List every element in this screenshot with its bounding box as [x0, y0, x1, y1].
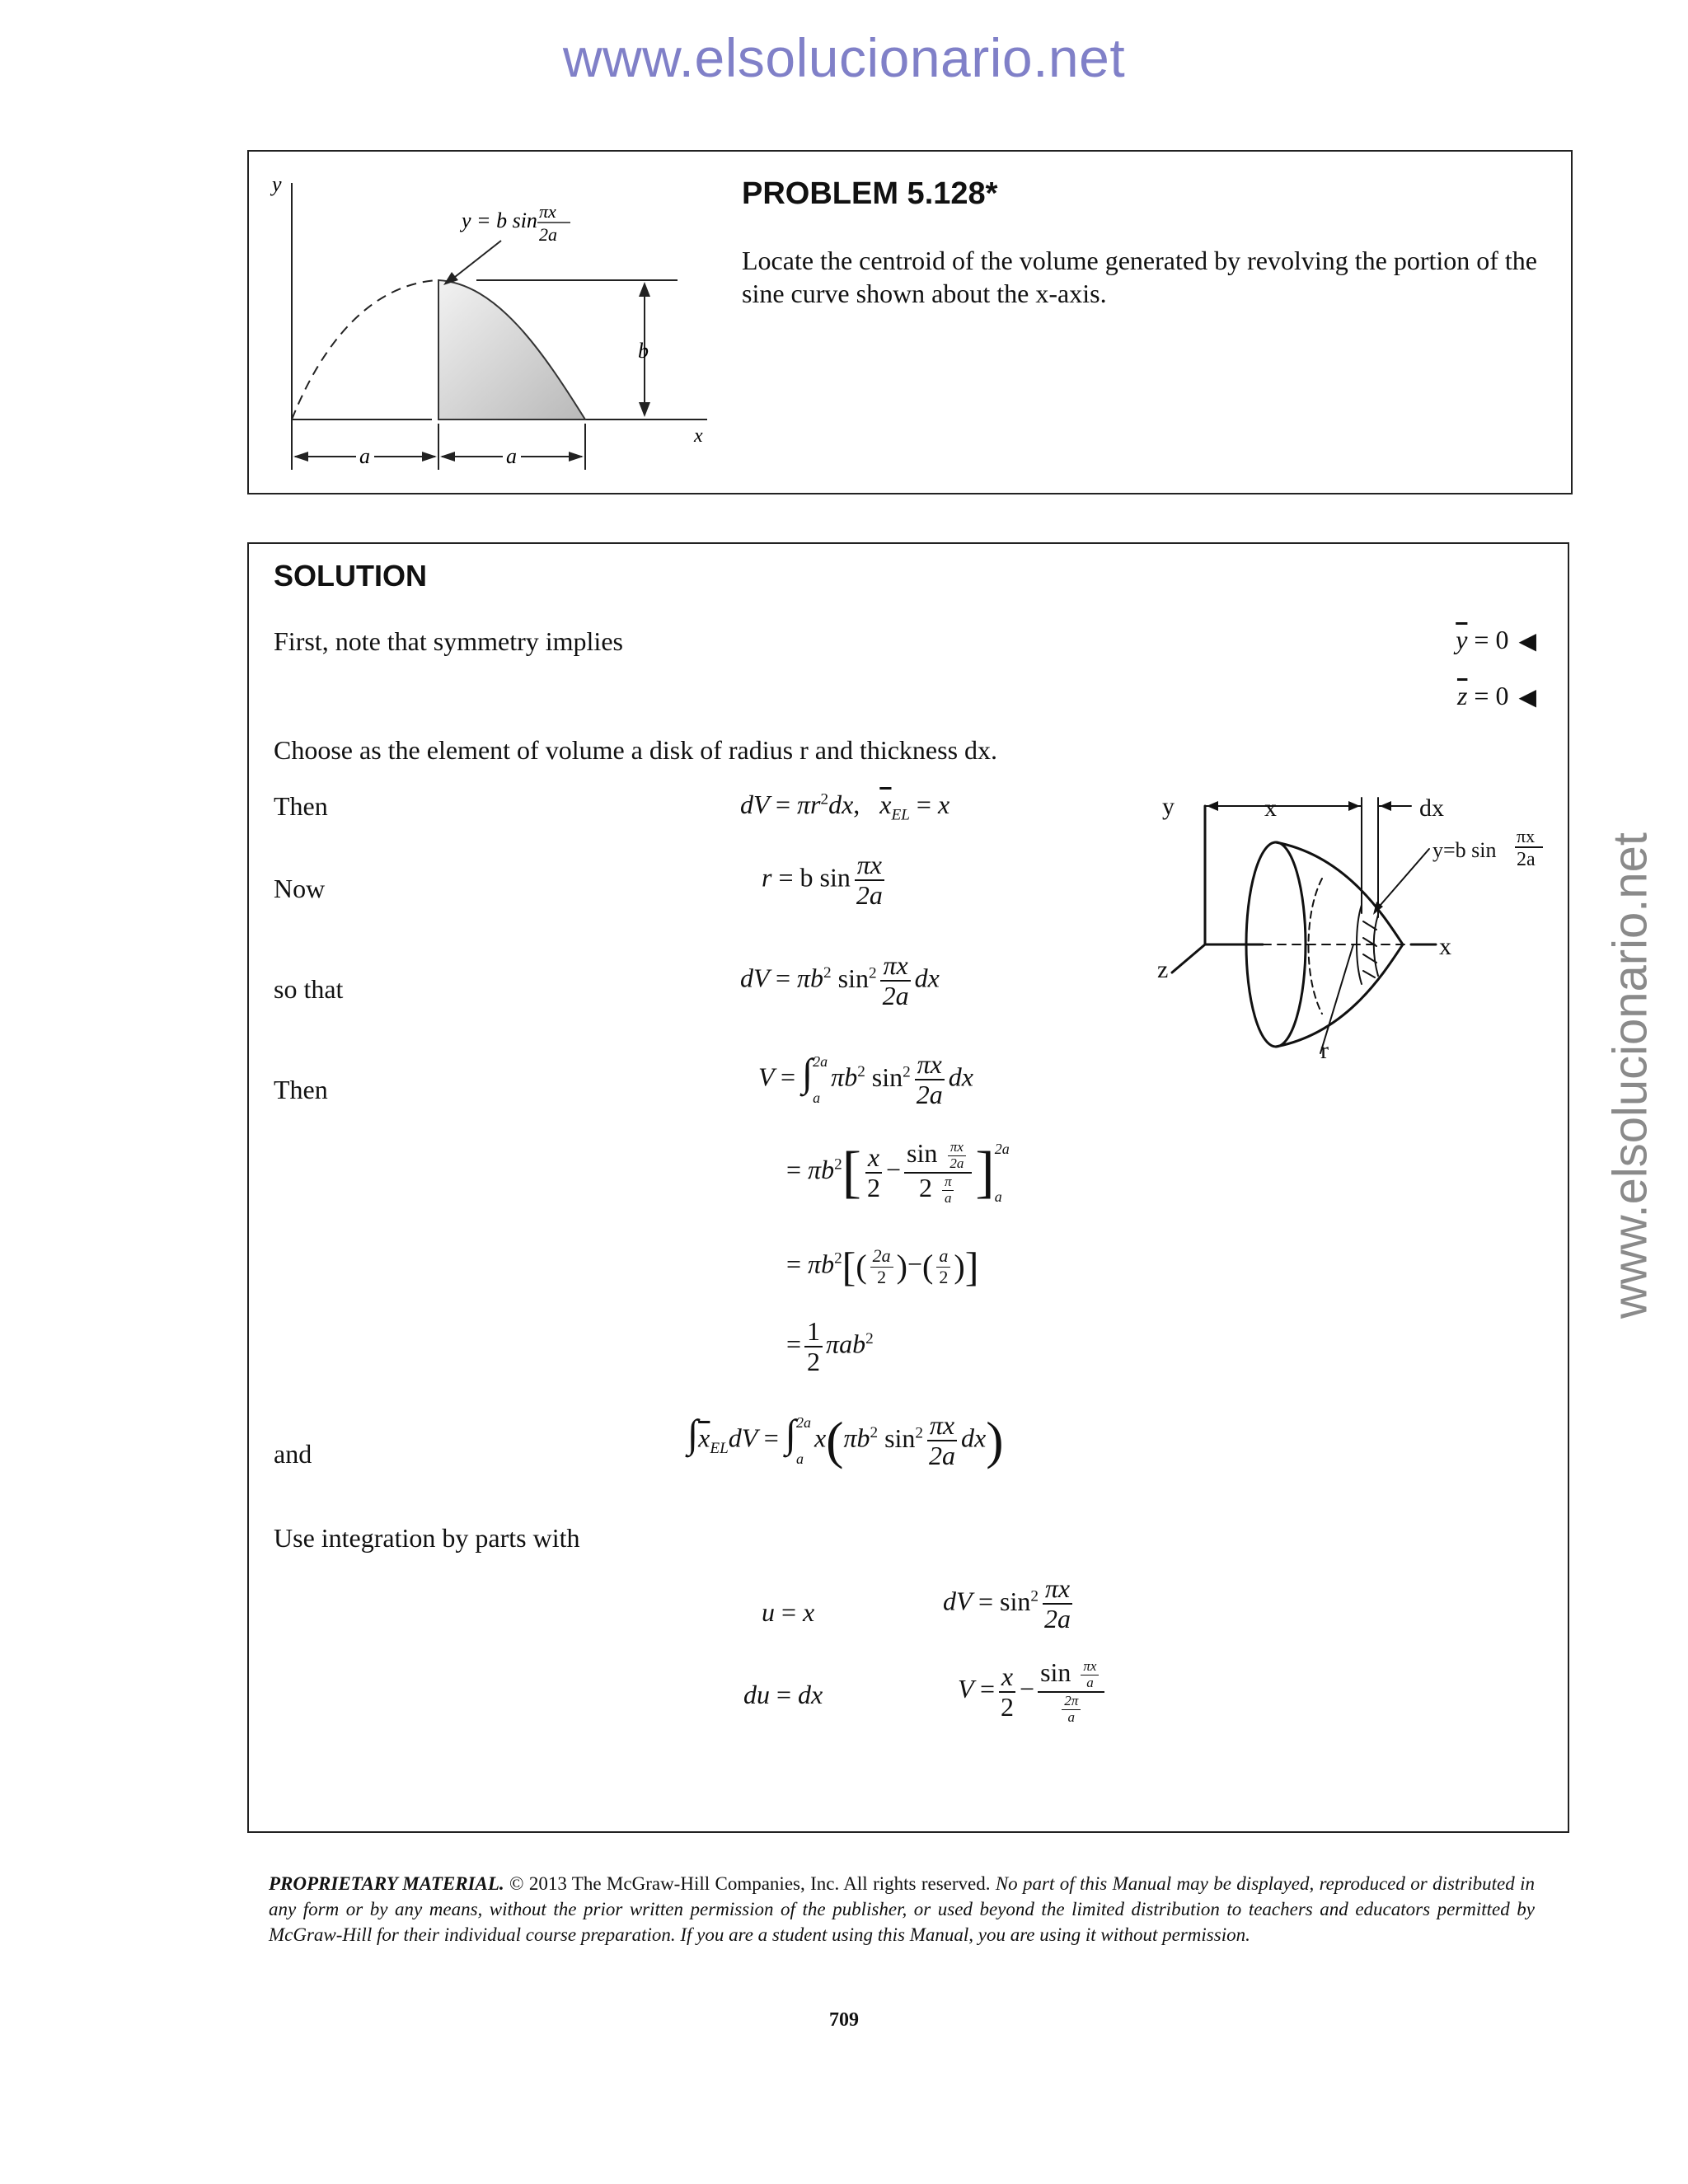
eq-r: r = b sin $\frac{\pi x}{2a}$ — [762, 851, 889, 910]
disk-element-sketch — [1139, 781, 1551, 1062]
fig-a-label-left: a — [359, 444, 370, 468]
fig-a-arrow-3 — [440, 452, 455, 462]
footer-notice: No part of this Manual may be displayed, reproduced or distributed in any form or by any means, without the prior written permission of the publisher, or used beyond the limited distribution to teachers and educators permitted by McGraw-Hill for their individual course preparation. If you are a student using this Manual, you are using it without permission. — [269, 1873, 1535, 1945]
eq-v-step2: = $\pi b^2$[ $\frac{x}{2}$ − sin $\frac{\pi x}{2a}$ 2 $\frac{\pi}{a}$ ] 2a a — [786, 1138, 1010, 1206]
fig-a-arrow-1 — [293, 452, 308, 462]
eq-v-step4: = $\frac{1}{2}$ πab$^2$ — [786, 1316, 874, 1377]
fig-y-axis-label: y — [272, 172, 282, 196]
problem-statement: Locate the centroid of the volume generated by revolving the portion of the sine curve shown about the x-axis. — [742, 246, 1537, 308]
problem-title: PROBLEM 5.128* — [742, 176, 998, 211]
watermark-top[interactable]: www.elsolucionario.net — [562, 27, 1126, 88]
label-and: and — [274, 1439, 312, 1469]
eq-u: u = x — [762, 1597, 815, 1627]
eq-v-parts: V = $\frac{x}{2}$ − sin $\frac{\pi x}{a}$ $\frac{2\pi}{a}$ — [958, 1658, 1108, 1726]
eq-v: V = ∫ 2a a $\pi b^2$ $\sin^2$ $\frac{\pi x}{2a}$ dx — [758, 1049, 973, 1110]
fig-dashed-curve — [292, 280, 438, 419]
sketch-z-label: z — [1157, 956, 1169, 983]
watermark-side: www.elsolucionario.net — [1603, 832, 1658, 1319]
symmetry-text: First, note that symmetry implies — [274, 626, 623, 656]
sketch-dx-label: dx — [1419, 794, 1444, 822]
zbar-result: $\overline{z} = 0$ ◀ — [1456, 681, 1536, 710]
eq-dv2: dV = $\pi b^2$ $\sin^2$ $\frac{\pi x}{2a}$ dx — [740, 950, 940, 1011]
fig-b-arrow-top — [639, 282, 650, 297]
fig-curve-eq-num: πx — [539, 201, 556, 222]
fig-a-arrow-2 — [422, 452, 437, 462]
fig-a-label-right: a — [506, 444, 517, 468]
sketch-z-axis — [1172, 944, 1205, 972]
fig-curve-eq-den: 2a — [539, 224, 557, 245]
label-now: Now — [274, 874, 326, 903]
problem-box — [247, 150, 1573, 494]
fig-shaded-region — [438, 280, 585, 419]
fig-curve-eq: y = b sin — [462, 209, 537, 232]
fig-curve-leader — [455, 241, 501, 277]
sketch-x-axis-label: x — [1439, 933, 1451, 960]
sketch-solid-bottom — [1276, 944, 1403, 1047]
eq-dv: dV = $\pi r^2dx$, $\overline{x}_{EL} = x$ — [740, 790, 950, 824]
eq-du: du = dx — [743, 1680, 823, 1709]
eq-dv-parts: dV = $\sin^2$ $\frac{\pi x}{2a}$ — [943, 1574, 1076, 1633]
label-so-that: so that — [274, 974, 344, 1004]
label-then-1: Then — [274, 791, 328, 821]
sketch-solid-top — [1276, 842, 1403, 944]
sketch-r-label: r — [1320, 1037, 1329, 1062]
page-number: 709 — [829, 2009, 859, 2031]
footer-lead: PROPRIETARY MATERIAL. — [269, 1873, 504, 1894]
sketch-eq-label: y=b sin — [1432, 838, 1497, 862]
fig-a-arrow-4 — [569, 452, 584, 462]
sketch-y-label: y — [1162, 793, 1175, 820]
fig-b-label: b — [638, 339, 649, 363]
copyright-footer — [269, 1871, 1535, 1947]
ibp-text: Use integration by parts with — [274, 1523, 580, 1553]
ybar-result: $\overline{y} = 0$ ◀ — [1456, 625, 1536, 654]
sketch-hidden-arc — [1309, 879, 1323, 1014]
footer-copyright: © 2013 The McGraw-Hill Companies, Inc. All rights reserved. — [504, 1873, 996, 1894]
solution-title: SOLUTION — [274, 559, 427, 593]
sketch-eq-den: 2a — [1517, 849, 1536, 870]
sketch-eq-num: πx — [1517, 826, 1536, 846]
sketch-x-dim-label: x — [1264, 794, 1277, 822]
eq-v-step3: = $\pi b^2$[( $\frac{2a}{2}$ )−( $\frac{a}{2}$ )] — [786, 1244, 979, 1290]
element-choice-text: Choose as the element of volume a disk of radius r and thickness dx. — [274, 735, 998, 765]
fig-b-arrow-bottom — [639, 402, 650, 417]
fig-x-axis-label: x — [694, 425, 703, 447]
solution-box — [247, 542, 1569, 1833]
label-then-2: Then — [274, 1075, 328, 1104]
problem-figure — [249, 152, 727, 490]
eq-first-moment: $\int\overline{x}_{EL}dV$ = ∫ 2a a $x(\pi b^2$ $\sin^2$ $\frac{\pi x}{2a}$ dx) — [687, 1410, 1004, 1471]
sketch-eq-leader — [1375, 849, 1429, 912]
